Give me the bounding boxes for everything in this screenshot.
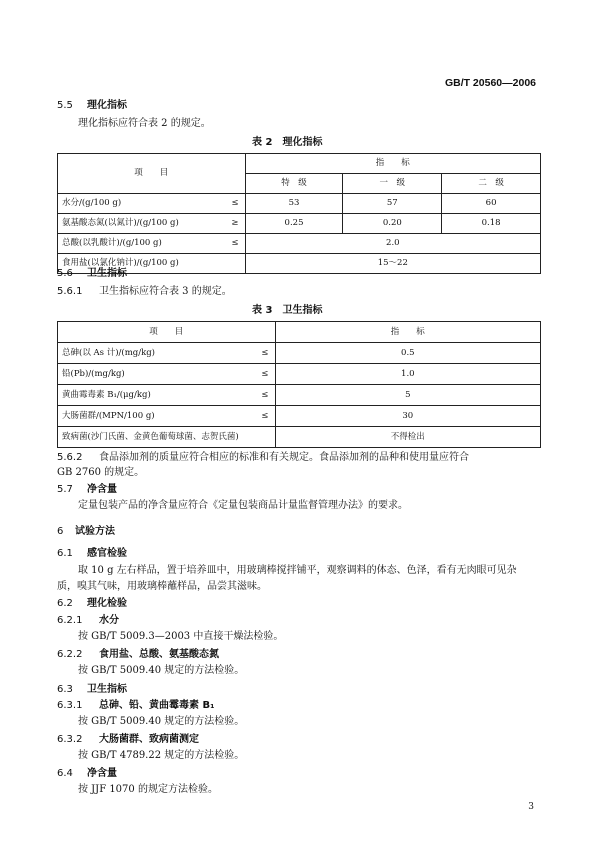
section-number: 6.2.2 [57,649,83,660]
table-row [58,343,541,364]
col-header-item: 项 目 [58,322,276,343]
section-title: 水分 [99,615,119,626]
table-row [58,194,541,214]
cell-value: 1.0 [275,364,540,385]
cell-value: 不得检出 [275,427,540,448]
section-number: 6.2 [57,598,73,609]
section-number: 5.6.1 [57,286,83,297]
section-title: 大肠菌群、致病菌测定 [99,734,199,745]
section-number: 6.4 [57,768,73,779]
table-row [58,364,541,385]
table-3 [57,321,541,448]
section-5-7-text: 定量包装产品的净含量应符合《定量包装商品计量监督管理办法》的要求。 [78,500,408,511]
section-title: 感官检验 [87,548,127,559]
section-title: 净含量 [87,768,117,779]
row-item: 致病菌(沙门氏菌、金黄色葡萄球菌、志贺氏菌) [58,427,256,448]
section-6-2-1-heading [57,615,119,627]
table-row [58,254,541,274]
section-number: 5.6.2 [57,452,83,463]
section-5-6-heading [57,268,127,280]
section-6-1-line1: 取 10 g 左右样品，置于培养皿中，用玻璃棒搅拌铺平，观察调料的体态、色泽，看有无肉眼可见杂 [78,565,517,576]
section-6-2-heading [57,598,127,610]
section-6-4-text: 按 JJF 1070 的规定方法检验。 [78,784,218,795]
section-5-6-1 [57,286,232,298]
section-title: 食用盐、总酸、氨基酸态氮 [99,649,219,660]
cell-value: 0.20 [343,214,442,234]
grade-header: 二 级 [442,174,541,194]
comparison-symbol [255,427,275,448]
section-number: 6.3.2 [57,734,83,745]
row-item: 食用盐(以氯化钠计)/(g/100 g) [58,254,226,274]
section-text: 卫生指标应符合表 3 的规定。 [99,286,232,297]
section-6-3-2-text: 按 GB/T 4789.22 规定的方法检验。 [78,750,245,761]
section-number: 6.2.1 [57,615,83,626]
section-6-1-heading [57,548,127,560]
section-6-4-heading [57,768,117,780]
section-number: 6.3 [57,684,73,695]
section-text: 食品添加剂的质量应符合相应的标准和有关规定。食品添加剂的品种和使用量应符合 [99,452,469,463]
section-5-7-heading [57,484,117,496]
row-item: 水分/(g/100 g) [58,194,226,214]
comparison-symbol: ≥ [225,214,245,234]
section-6-3-1-heading [57,700,214,712]
table-row [58,427,541,448]
comparison-symbol: ≤ [225,234,245,254]
section-6-3-1-text: 按 GB/T 5009.40 规定的方法检验。 [78,716,245,727]
row-item: 黄曲霉毒素 B₁/(μg/kg) [58,385,256,406]
section-6-2-1-text: 按 GB/T 5009.3—2003 中直接干燥法检验。 [78,631,284,642]
table-row [58,406,541,427]
row-item: 氨基酸态氮(以氮计)/(g/100 g) [58,214,226,234]
comparison-symbol: ≤ [255,343,275,364]
cell-value: 60 [442,194,541,214]
col-header-item: 项 目 [58,154,246,194]
comparison-symbol: ≤ [255,406,275,427]
cell-value: 0.18 [442,214,541,234]
section-5-5-text: 理化指标应符合表 2 的规定。 [78,118,211,129]
section-title: 理化检验 [87,598,127,609]
section-5-5-heading [57,100,127,112]
section-6-3-2-heading [57,734,199,746]
col-header-index: 指 标 [245,154,540,174]
page-number: 3 [528,802,534,812]
section-title: 净含量 [87,484,117,495]
section-number: 5.5 [57,100,73,111]
section-6-2-2-text: 按 GB/T 5009.40 规定的方法检验。 [78,665,245,676]
section-number: 6.3.1 [57,700,83,711]
row-item: 大肠菌群/(MPN/100 g) [58,406,256,427]
cell-value: 15～22 [245,254,540,274]
col-header-index: 指 标 [275,322,540,343]
section-6-3-heading [57,684,127,696]
section-number: 5.6 [57,268,73,279]
comparison-symbol [225,254,245,274]
section-title: 卫生指标 [87,684,127,695]
cell-value: 57 [343,194,442,214]
section-5-6-2-line1 [57,452,469,464]
table-2-caption: 表 2 理化指标 [252,137,323,148]
cell-value: 5 [275,385,540,406]
section-title: 试验方法 [75,526,115,537]
table-2 [57,153,541,274]
row-item: 总酸(以乳酸计)/(g/100 g) [58,234,226,254]
comparison-symbol: ≤ [225,194,245,214]
table-row [58,154,541,174]
table-row [58,385,541,406]
cell-value: 53 [245,194,343,214]
row-item: 铅(Pb)/(mg/kg) [58,364,256,385]
section-6-1-line2: 质，嗅其气味，用玻璃棒蘸样品，品尝其滋味。 [57,581,267,592]
table-row [58,234,541,254]
section-6-2-2-heading [57,649,219,661]
section-number: 5.7 [57,484,73,495]
cell-value: 2.0 [245,234,540,254]
table-3-caption: 表 3 卫生指标 [252,305,323,316]
comparison-symbol: ≤ [255,385,275,406]
section-title: 卫生指标 [87,268,127,279]
cell-value: 30 [275,406,540,427]
row-item: 总砷(以 As 计)/(mg/kg) [58,343,256,364]
section-title: 理化指标 [87,100,127,111]
table-row [58,214,541,234]
section-number: 6.1 [57,548,73,559]
grade-header: 特 级 [245,174,343,194]
table-row [58,322,541,343]
cell-value: 0.5 [275,343,540,364]
cell-value: 0.25 [245,214,343,234]
comparison-symbol: ≤ [255,364,275,385]
section-6-heading [57,526,115,538]
section-number: 6 [57,526,64,537]
section-5-6-2-line2: GB 2760 的规定。 [57,467,145,478]
section-title: 总砷、铅、黄曲霉毒素 B₁ [99,700,215,711]
grade-header: 一 级 [343,174,442,194]
standard-code: GB/T 20560—2006 [444,77,536,89]
